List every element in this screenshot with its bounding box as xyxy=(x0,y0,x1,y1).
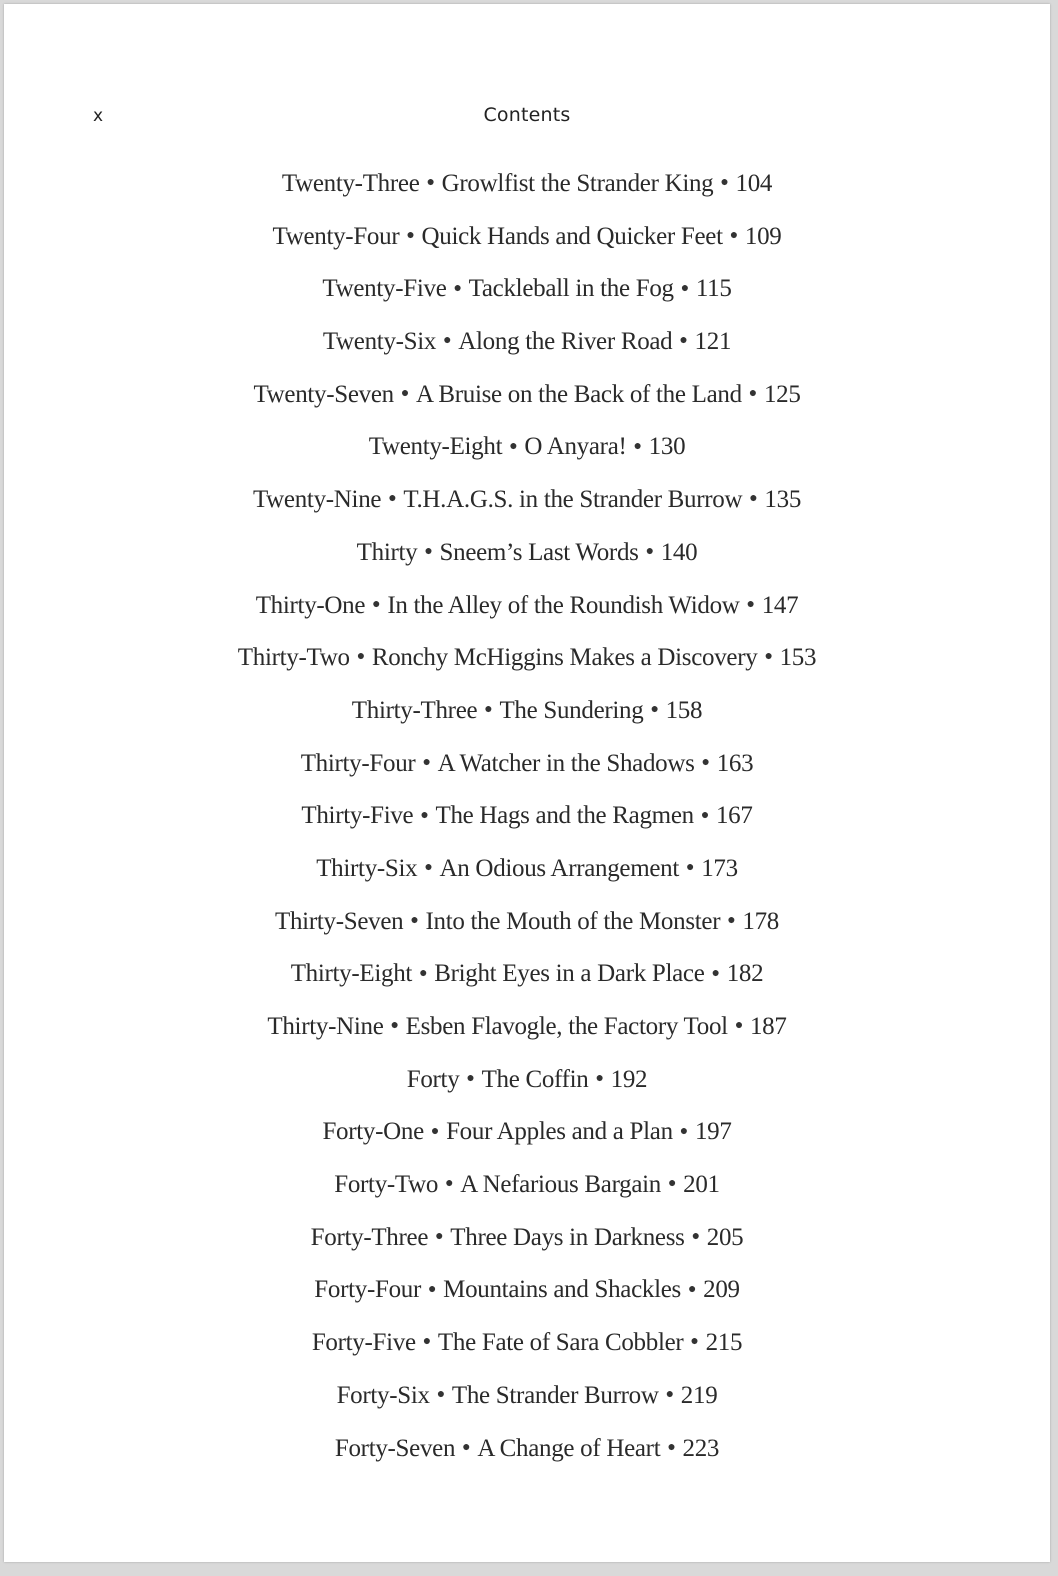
chapter-number: Twenty-Five xyxy=(322,275,447,303)
chapter-title: Mountains and Shackles xyxy=(443,1276,681,1304)
bullet-separator: ● xyxy=(428,1281,437,1297)
chapter-title: Along the River Road xyxy=(458,328,673,356)
page-header xyxy=(4,104,1050,130)
chapter-title: A Nefarious Bargain xyxy=(460,1171,661,1199)
toc-entry xyxy=(4,638,1050,691)
bullet-separator: ● xyxy=(690,1334,699,1350)
chapter-number: Thirty-Nine xyxy=(267,1013,384,1040)
toc-entry xyxy=(4,427,1050,480)
chapter-number: Thirty-One xyxy=(255,591,366,619)
bullet-separator: ● xyxy=(484,702,493,718)
chapter-page-number: 163 xyxy=(716,749,754,777)
chapter-page-number: 219 xyxy=(680,1381,718,1409)
bullet-separator: ● xyxy=(701,754,710,770)
chapter-number: Forty-One xyxy=(322,1118,424,1146)
bullet-separator: ● xyxy=(665,1387,674,1403)
bullet-separator: ● xyxy=(633,438,642,454)
chapter-page-number: 192 xyxy=(610,1065,648,1093)
chapter-page-number: 215 xyxy=(705,1329,743,1357)
chapter-title: Ronchy McHiggins Makes a Discovery xyxy=(371,644,758,672)
chapter-title: Quick Hands and Quicker Feet xyxy=(421,222,723,250)
bullet-separator: ● xyxy=(443,333,452,349)
bullet-separator: ● xyxy=(372,596,381,612)
chapter-title: A Bruise on the Back of the Land xyxy=(416,380,742,408)
chapter-page-number: 158 xyxy=(665,696,703,724)
chapter-number: Forty-Three xyxy=(310,1223,429,1251)
chapter-number: Forty-Four xyxy=(314,1276,421,1304)
chapter-title: A Change of Heart xyxy=(477,1434,661,1462)
chapter-number: Forty xyxy=(406,1065,460,1093)
chapter-title: Four Apples and a Plan xyxy=(446,1118,673,1146)
bullet-separator: ● xyxy=(435,1229,444,1245)
table-of-contents xyxy=(4,164,1050,1481)
bullet-separator: ● xyxy=(445,1176,454,1192)
toc-entry xyxy=(4,480,1050,533)
toc-entry xyxy=(4,691,1050,744)
chapter-page-number: 223 xyxy=(682,1434,720,1462)
chapter-number: Twenty-Six xyxy=(322,328,437,356)
toc-entry xyxy=(4,533,1050,586)
chapter-number: Twenty-Three xyxy=(281,170,420,197)
toc-entry xyxy=(4,1112,1050,1165)
chapter-page-number: 209 xyxy=(703,1276,740,1304)
bullet-separator: ● xyxy=(388,491,397,507)
chapter-number: Thirty xyxy=(356,538,418,566)
book-page xyxy=(4,4,1050,1562)
chapter-title: Growlfist the Strander King xyxy=(441,170,714,197)
chapter-title: Esben Flavogle, the Factory Tool xyxy=(405,1013,728,1040)
bullet-separator: ● xyxy=(727,912,736,928)
chapter-title: An Odious Arrangement xyxy=(439,854,680,882)
chapter-page-number: 182 xyxy=(726,960,764,988)
chapter-page-number: 205 xyxy=(706,1223,744,1251)
bullet-separator: ● xyxy=(680,280,689,296)
chapter-page-number: 167 xyxy=(715,802,753,830)
bullet-separator: ● xyxy=(406,227,415,243)
chapter-number: Forty-Five xyxy=(311,1329,416,1357)
bullet-separator: ● xyxy=(410,912,419,928)
toc-entry xyxy=(4,1007,1050,1060)
chapter-number: Twenty-Nine xyxy=(252,486,382,514)
chapter-title: The Fate of Sara Cobbler xyxy=(437,1329,684,1357)
bullet-separator: ● xyxy=(645,544,654,560)
chapter-page-number: 109 xyxy=(744,222,782,250)
chapter-number: Thirty-Three xyxy=(351,696,478,724)
chapter-number: Thirty-Two xyxy=(237,644,350,672)
chapter-title: Into the Mouth of the Monster xyxy=(425,907,721,935)
chapter-title: T.H.A.G.S. in the Strander Burrow xyxy=(403,486,743,514)
bullet-separator: ● xyxy=(595,1070,604,1086)
bullet-separator: ● xyxy=(453,280,462,296)
bullet-separator: ● xyxy=(720,175,729,191)
chapter-title: In the Alley of the Roundish Widow xyxy=(387,591,740,619)
chapter-number: Thirty-Five xyxy=(301,802,414,830)
chapter-number: Thirty-Seven xyxy=(275,907,404,935)
bullet-separator: ● xyxy=(734,1018,743,1034)
chapter-page-number: 121 xyxy=(694,328,732,356)
chapter-page-number: 140 xyxy=(660,538,698,566)
bullet-separator: ● xyxy=(356,649,365,665)
page-number: x xyxy=(93,106,104,126)
chapter-number: Forty-Seven xyxy=(334,1434,456,1462)
chapter-page-number: 153 xyxy=(779,644,817,672)
bullet-separator: ● xyxy=(400,386,410,402)
bullet-separator: ● xyxy=(711,965,720,981)
bullet-separator: ● xyxy=(426,175,435,191)
toc-entry xyxy=(4,586,1050,639)
bullet-separator: ● xyxy=(430,1123,440,1139)
chapter-page-number: 115 xyxy=(695,275,732,303)
bullet-separator: ● xyxy=(729,227,738,243)
chapter-number: Thirty-Eight xyxy=(290,960,413,988)
toc-entry xyxy=(4,1429,1050,1482)
toc-entry xyxy=(4,269,1050,322)
toc-entry xyxy=(4,1270,1050,1323)
chapter-title: The Strander Burrow xyxy=(451,1381,659,1409)
bullet-separator: ● xyxy=(679,1123,688,1139)
toc-entry xyxy=(4,954,1050,1007)
bullet-separator: ● xyxy=(466,1070,475,1086)
bullet-separator: ● xyxy=(748,386,757,402)
toc-entry xyxy=(4,164,1050,217)
running-head: Contents xyxy=(483,104,571,126)
toc-entry xyxy=(4,1218,1050,1271)
chapter-title: Sneem’s Last Words xyxy=(439,538,639,566)
chapter-title: The Coffin xyxy=(481,1065,589,1093)
bullet-separator: ● xyxy=(668,1176,677,1192)
chapter-page-number: 135 xyxy=(764,486,802,514)
bullet-separator: ● xyxy=(679,333,688,349)
bullet-separator: ● xyxy=(650,702,659,718)
toc-entry xyxy=(4,217,1050,270)
toc-entry xyxy=(4,1060,1050,1113)
bullet-separator: ● xyxy=(746,596,755,612)
chapter-page-number: 104 xyxy=(735,170,773,197)
chapter-page-number: 197 xyxy=(694,1118,732,1146)
chapter-number: Twenty-Seven xyxy=(253,380,394,408)
chapter-page-number: 173 xyxy=(701,854,738,882)
chapter-title: Three Days in Darkness xyxy=(450,1223,685,1251)
chapter-number: Thirty-Four xyxy=(300,749,416,777)
toc-entry xyxy=(4,796,1050,849)
bullet-separator: ● xyxy=(422,754,431,770)
bullet-separator: ● xyxy=(509,438,518,454)
toc-entry xyxy=(4,1323,1050,1376)
bullet-separator: ● xyxy=(700,807,709,823)
bullet-separator: ● xyxy=(462,1439,471,1455)
bullet-separator: ● xyxy=(422,1334,431,1350)
bullet-separator: ● xyxy=(667,1439,676,1455)
chapter-number: Thirty-Six xyxy=(316,854,418,882)
chapter-page-number: 147 xyxy=(761,591,799,619)
toc-entry xyxy=(4,744,1050,797)
toc-entry xyxy=(4,1376,1050,1429)
chapter-page-number: 130 xyxy=(648,433,686,461)
chapter-page-number: 201 xyxy=(683,1171,720,1199)
chapter-title: Bright Eyes in a Dark Place xyxy=(434,960,705,988)
toc-entry xyxy=(4,375,1050,428)
bullet-separator: ● xyxy=(764,649,773,665)
bullet-separator: ● xyxy=(424,860,433,876)
chapter-number: Forty-Two xyxy=(334,1171,439,1199)
chapter-page-number: 187 xyxy=(749,1013,787,1040)
bullet-separator: ● xyxy=(691,1229,700,1245)
chapter-title: The Sundering xyxy=(499,696,644,724)
chapter-number: Forty-Six xyxy=(336,1381,430,1409)
chapter-title: Tackleball in the Fog xyxy=(468,275,674,303)
toc-entry xyxy=(4,849,1050,902)
bullet-separator: ● xyxy=(424,544,433,560)
bullet-separator: ● xyxy=(420,807,429,823)
chapter-number: Twenty-Eight xyxy=(368,433,503,461)
bullet-separator: ● xyxy=(419,965,428,981)
toc-entry xyxy=(4,322,1050,375)
chapter-page-number: 125 xyxy=(763,380,801,408)
toc-entry xyxy=(4,902,1050,955)
bullet-separator: ● xyxy=(749,491,758,507)
chapter-title: A Watcher in the Shadows xyxy=(437,749,695,777)
toc-entry xyxy=(4,1165,1050,1218)
bullet-separator: ● xyxy=(687,1281,697,1297)
chapter-number: Twenty-Four xyxy=(272,222,400,250)
chapter-title: The Hags and the Ragmen xyxy=(435,802,694,830)
bullet-separator: ● xyxy=(436,1387,445,1403)
bullet-separator: ● xyxy=(390,1018,399,1034)
bullet-separator: ● xyxy=(686,860,695,876)
chapter-title: O Anyara! xyxy=(524,433,627,461)
chapter-page-number: 178 xyxy=(742,907,779,935)
